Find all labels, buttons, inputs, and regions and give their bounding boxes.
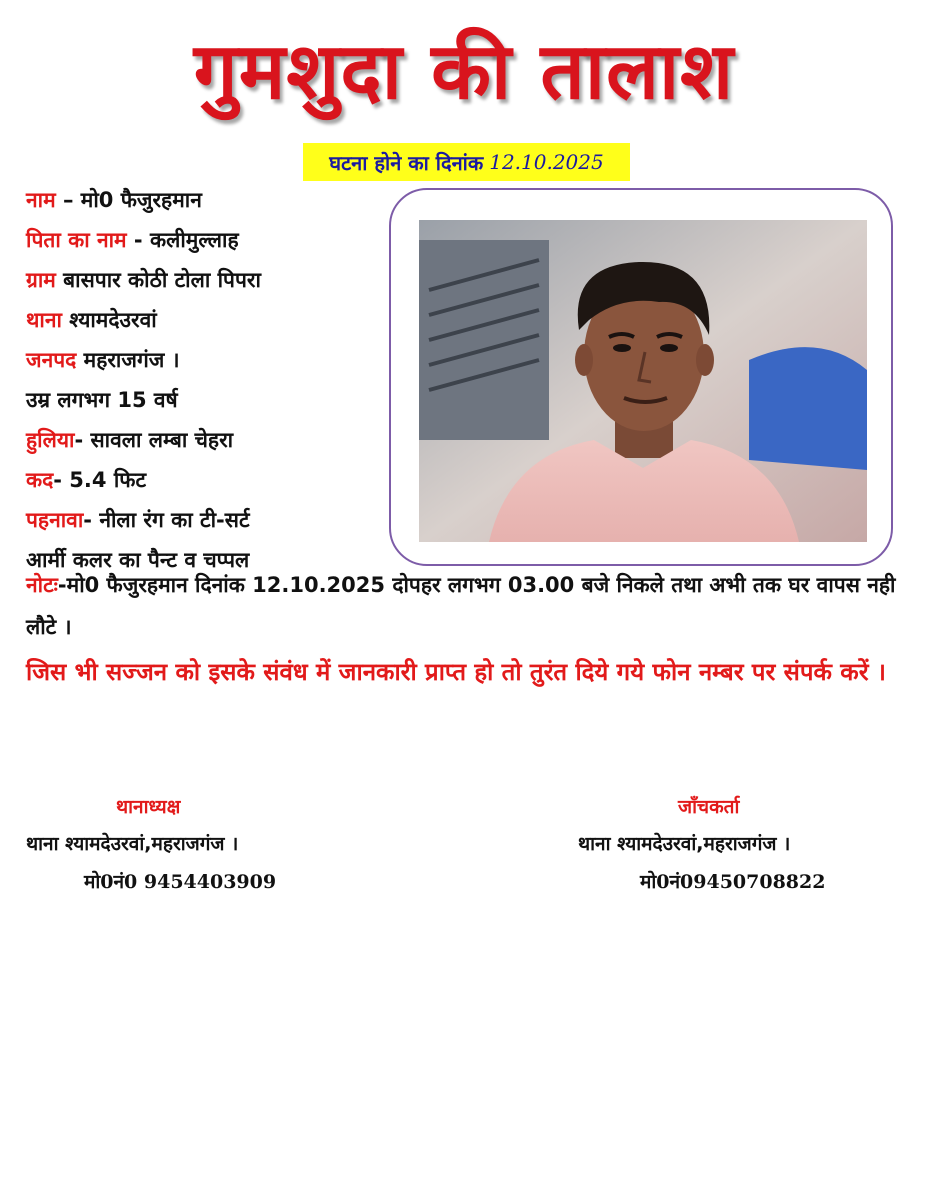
detail-row-village — [26, 260, 396, 300]
signatory-role: जाँचकर्ता — [678, 796, 740, 818]
photo-frame — [389, 188, 893, 566]
appeal-paragraph: जिस भी सज्जन को इसके संवंध में जानकारी प्राप्त हो तो तुरंत दिये गये फोन नम्बर पर संपर्क करें । — [26, 658, 887, 686]
signatory-investigator — [578, 790, 898, 900]
detail-value: - नीला रंग का टी-सर्ट — [83, 508, 250, 532]
detail-row-district — [26, 340, 396, 380]
photo-illustration — [419, 220, 867, 542]
incident-date-value: 12.10.2025 — [489, 150, 604, 174]
note-paragraph — [26, 564, 906, 648]
signatory-place: थाना श्यामदेउरवां,महराजगंज । — [578, 833, 791, 855]
signatory-place: थाना श्यामदेउरवां,महराजगंज । — [26, 833, 239, 855]
detail-value: उम्र लगभग 15 वर्ष — [26, 388, 178, 412]
detail-row-name — [26, 180, 396, 220]
detail-label: जनपद — [26, 348, 77, 372]
detail-value: - सावला लम्बा चेहरा — [74, 428, 234, 452]
detail-value: – मो0 फैजुरहमान — [55, 188, 202, 212]
signatory-station-officer — [26, 790, 356, 900]
incident-date-banner — [303, 143, 630, 181]
detail-label: ग्राम — [26, 268, 56, 292]
detail-row-clothing — [26, 500, 396, 540]
detail-label: नाम — [26, 188, 56, 212]
note-label: नोटः — [26, 573, 58, 597]
missing-person-details — [26, 180, 396, 580]
detail-value: बासपार कोठी टोला पिपरा — [55, 268, 261, 292]
detail-row-age — [26, 380, 396, 420]
incident-date-label: घटना होने का दिनांक — [329, 150, 484, 175]
missing-person-photo — [419, 220, 867, 542]
detail-label: पिता का नाम — [26, 228, 127, 252]
detail-row-appearance — [26, 420, 396, 460]
detail-label: पहनावा — [26, 508, 84, 532]
signatory-role: थानाध्यक्ष — [116, 796, 181, 818]
detail-value: - 5.4 फिट — [53, 468, 147, 492]
signatory-phone: मो0नं0 9454403909 — [84, 871, 277, 893]
detail-value: महराजगंज । — [76, 348, 180, 372]
detail-label: थाना — [26, 308, 62, 332]
detail-value: आर्मी कलर का पैन्ट व चप्पल — [26, 548, 250, 572]
note-text: -मो0 फैजुरहमान दिनांक 12.10.2025 दोपहर लगभग 03.00 बजे निकले तथा अभी तक घर वापस नही लौटे । — [26, 573, 896, 639]
signatory-phone: मो0नं09450708822 — [640, 871, 826, 893]
detail-label: हुलिया — [26, 428, 75, 452]
detail-value: - कलीमुल्लाह — [126, 228, 239, 252]
detail-row-police-station — [26, 300, 396, 340]
poster-title: गुमशुदा की तालाश — [193, 27, 735, 117]
detail-row-father — [26, 220, 396, 260]
detail-value: श्यामदेउरवां — [61, 308, 157, 332]
detail-label: कद — [26, 468, 54, 492]
detail-row-height — [26, 460, 396, 500]
